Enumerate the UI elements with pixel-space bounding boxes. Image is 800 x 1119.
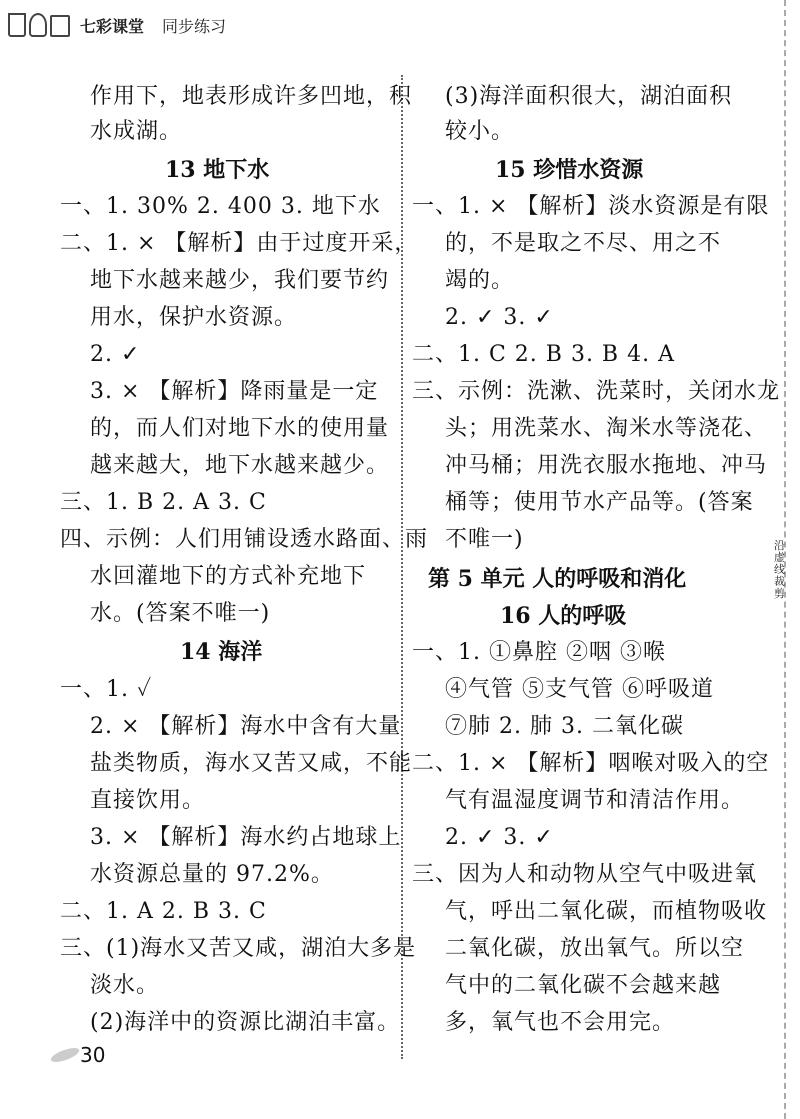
text-line: 2. ✓ 3. ✓ bbox=[445, 305, 554, 330]
logo-icon bbox=[8, 13, 70, 37]
unit-title: 第 5 单元 人的呼吸和消化 bbox=[428, 566, 687, 592]
page-number: 30 bbox=[80, 1043, 106, 1067]
text-line: 头；用洗菜水、淘米水等浇花、 bbox=[445, 416, 768, 441]
text-line: 二氧化碳，放出氧气。所以空 bbox=[445, 936, 745, 961]
text-line: 水。(答案不唯一) bbox=[90, 601, 271, 626]
text-line: 二、1. × 【解析】由于过度开采， bbox=[60, 231, 418, 256]
page-header bbox=[8, 10, 226, 40]
text-line: 气中的二氧化碳不会越来越 bbox=[445, 973, 722, 998]
text-line: 三、因为人和动物从空气中吸进氧 bbox=[412, 862, 758, 887]
text-line: 气有温湿度调节和清洁作用。 bbox=[445, 788, 745, 813]
column-divider bbox=[401, 75, 403, 1059]
section-title-15: 15 珍惜水资源 bbox=[495, 157, 644, 183]
text-line: 一、1. ①鼻腔 ②咽 ③喉 bbox=[412, 640, 666, 665]
section-title-14: 14 海洋 bbox=[180, 639, 263, 665]
text-line: 的，不是取之不尽、用之不 bbox=[445, 231, 722, 256]
text-line: 一、1. ✓ bbox=[60, 677, 153, 702]
text-line: 2. ✓ bbox=[90, 342, 141, 367]
text-line: 的，而人们对地下水的使用量 bbox=[90, 416, 390, 441]
text-line: 三、示例：洗漱、洗菜时，关闭水龙 bbox=[412, 379, 781, 404]
brand-name: 七彩课堂 bbox=[80, 16, 145, 36]
text-line: 用水，保护水资源。 bbox=[90, 305, 298, 330]
text-line: 水资源总量的 97.2%。 bbox=[90, 862, 334, 887]
text-line: 四、示例：人们用铺设透水路面、雨 bbox=[60, 527, 429, 552]
text-line: 盐类物质，海水又苦又咸，不能 bbox=[90, 751, 413, 776]
text-line: 三、(1)海水又苦又咸，湖泊大多是 bbox=[60, 936, 417, 961]
text-line: 竭的。 bbox=[445, 268, 515, 293]
text-line: (3)海洋面积很大，湖泊面积 bbox=[445, 84, 733, 109]
section-title-16: 16 人的呼吸 bbox=[500, 603, 627, 629]
text-line: 较小。 bbox=[445, 119, 515, 144]
text-line: 水回灌地下的方式补充地下 bbox=[90, 564, 367, 589]
text-line: 作用下，地表形成许多凹地，积 bbox=[90, 84, 413, 109]
text-line: 一、1. × 【解析】淡水资源是有限 bbox=[412, 194, 770, 219]
text-line: 不唯一) bbox=[445, 527, 524, 552]
text-line: 二、1. C 2. B 3. B 4. A bbox=[412, 342, 675, 367]
text-line: 三、1. B 2. A 3. C bbox=[60, 490, 267, 515]
text-line: 气，呼出二氧化碳，而植物吸收 bbox=[445, 899, 768, 924]
text-line: 一、1. 30% 2. 400 3. 地下水 bbox=[60, 194, 381, 219]
text-line: (2)海洋中的资源比湖泊丰富。 bbox=[90, 1010, 401, 1035]
text-line: ④气管 ⑤支气管 ⑥呼吸道 bbox=[445, 677, 714, 702]
section-title-13: 13 地下水 bbox=[165, 157, 270, 183]
text-line: 直接饮用。 bbox=[90, 788, 206, 813]
text-line: 地下水越来越少，我们要节约 bbox=[90, 268, 390, 293]
text-line: 二、1. × 【解析】咽喉对吸入的空 bbox=[412, 751, 770, 776]
text-line: 3. × 【解析】海水约占地球上 bbox=[90, 825, 402, 850]
text-line: 二、1. A 2. B 3. C bbox=[60, 899, 267, 924]
text-line: 冲马桶；用洗衣服水拖地、冲马 bbox=[445, 453, 768, 478]
text-line: 桶等；使用节水产品等。(答案 bbox=[445, 490, 754, 515]
text-line: 3. × 【解析】降雨量是一定 bbox=[90, 379, 379, 404]
text-line: 2. ✓ 3. ✓ bbox=[445, 825, 554, 850]
text-line: 越来越大，地下水越来越少。 bbox=[90, 453, 390, 478]
text-line: 2. × 【解析】海水中含有大量 bbox=[90, 714, 402, 739]
cut-instruction: 沿虚线裁剪 bbox=[774, 539, 785, 600]
text-line: ⑦肺 2. 肺 3. 二氧化碳 bbox=[445, 714, 684, 739]
text-line: 多，氧气也不会用完。 bbox=[445, 1010, 676, 1035]
page-number-decoration bbox=[49, 1045, 81, 1065]
text-line: 水成湖。 bbox=[90, 119, 183, 144]
header-subtitle: 同步练习 bbox=[162, 16, 227, 36]
text-line: 淡水。 bbox=[90, 973, 160, 998]
